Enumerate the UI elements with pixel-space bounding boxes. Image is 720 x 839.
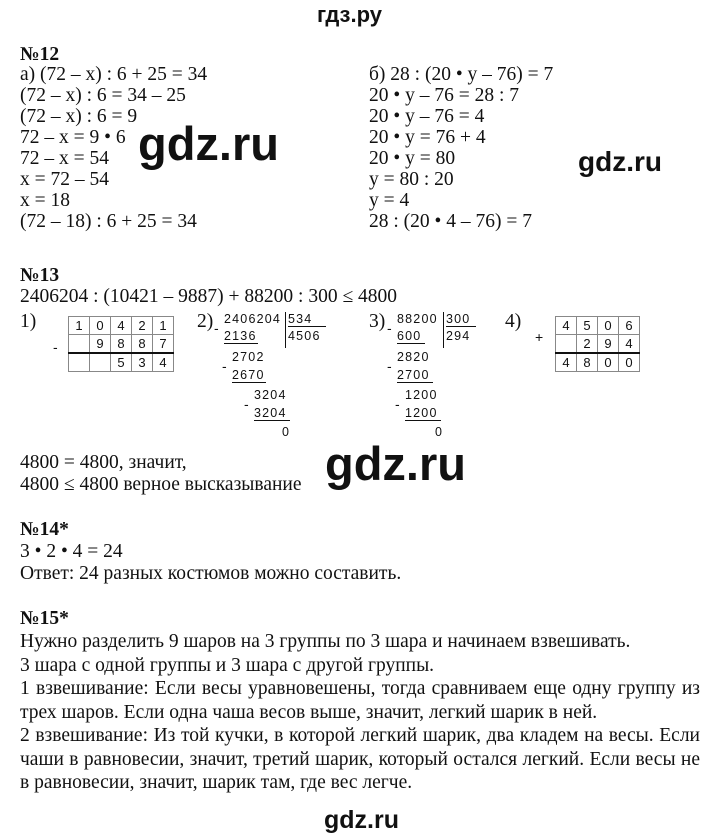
eq-line: а) (72 – x) : 6 + 25 = 34 xyxy=(20,64,208,85)
task-15-text xyxy=(20,630,700,795)
calc-4-label: 4) xyxy=(505,311,522,332)
digit-cell: 5 xyxy=(111,353,132,372)
eq-line: (72 – 18) : 6 + 25 = 34 xyxy=(20,211,197,232)
remainder: 1200 xyxy=(405,388,438,402)
task-14-title: №14* xyxy=(20,519,69,540)
eq-line: 28 : (20 • 4 – 76) = 7 xyxy=(369,211,532,232)
digit-cell: 1 xyxy=(69,317,90,335)
division-bar xyxy=(443,312,444,348)
task-12-part-b xyxy=(369,64,553,232)
digit-cell: 9 xyxy=(598,335,619,354)
eq-line: 20 • y – 76 = 28 : 7 xyxy=(369,85,519,106)
eq-line: y = 80 : 20 xyxy=(369,169,454,190)
digit-cell: 4 xyxy=(153,353,174,372)
paragraph: 3 шара с одной группы и 3 шара с другой группы. xyxy=(20,654,435,676)
task-13-expression: 2406204 : (10421 – 9887) + 88200 : 300 ≤ 4800 xyxy=(20,286,398,307)
site-header: гдз.ру xyxy=(317,2,382,27)
dividend: 2406204 xyxy=(224,312,282,326)
digit-cell: 6 xyxy=(619,317,640,335)
remainder: 2820 xyxy=(397,350,430,364)
digit-cell: 2 xyxy=(132,317,153,335)
paragraph: 1 взвешивание: Если весы уравновешены, тогда сравниваем еще одну группу из трех шаров. Если одна чаша весов выше, значит, легкий шарик в ней. xyxy=(20,678,700,723)
remainder: 0 xyxy=(282,425,291,439)
eq-line: б) 28 : (20 • y – 76) = 7 xyxy=(369,64,554,85)
divisor: 300 xyxy=(446,312,476,327)
calc-3-label: 3) xyxy=(369,311,386,332)
eq-line: 20 • y = 80 xyxy=(369,148,456,169)
quotient: 294 xyxy=(446,329,471,343)
watermark: gdz.ru xyxy=(138,117,279,170)
calc-1-label: 1) xyxy=(20,311,37,332)
conclusion-line: 4800 = 4800, значит, xyxy=(20,452,187,473)
long-division-2 xyxy=(214,312,364,442)
digit-cell: 5 xyxy=(577,317,598,335)
dividend: 88200 xyxy=(397,312,438,326)
paragraph: 2 взвешивание: Из той кучки, в которой легкий шарик, два кладем на весы. Если чаши в равновесии, значит, третий шарик, который остался легкий. Если весы не в равновесии, значит, шарик там, где вес легче. xyxy=(20,725,700,793)
quotient: 4506 xyxy=(288,329,321,343)
minus-sign: - xyxy=(395,396,400,412)
subtrahend: 2700 xyxy=(397,368,433,383)
plus-sign: + xyxy=(535,329,544,345)
eq-line: 72 – x = 9 • 6 xyxy=(20,127,126,148)
digit-cell: 0 xyxy=(598,353,619,372)
eq-line: x = 72 – 54 xyxy=(20,169,109,190)
subtraction-grid xyxy=(68,316,174,372)
conclusion-line: 4800 ≤ 4800 верное высказывание xyxy=(20,474,302,495)
task-12-title: №12 xyxy=(20,44,60,65)
digit-cell: 3 xyxy=(132,353,153,372)
digit-cell xyxy=(556,335,577,354)
division-bar xyxy=(285,312,286,348)
digit-cell: 2 xyxy=(577,335,598,354)
subtrahend: 600 xyxy=(397,329,425,344)
digit-cell xyxy=(69,335,90,354)
eq-line: y = 4 xyxy=(369,190,410,211)
calc-2-label: 2) xyxy=(197,311,214,332)
task-13-title: №13 xyxy=(20,265,60,286)
remainder: 0 xyxy=(435,425,444,439)
paragraph: Нужно разделить 9 шаров на 3 группы по 3 шара и начинаем взвешивать. xyxy=(20,631,631,652)
task-15-title: №15* xyxy=(20,608,69,629)
eq-line: 20 • y = 76 + 4 xyxy=(369,127,486,148)
subtrahend: 1200 xyxy=(405,406,441,421)
minus-sign: - xyxy=(222,358,227,374)
digit-cell: 8 xyxy=(111,335,132,354)
eq-line: 72 – x = 54 xyxy=(20,148,109,169)
minus-sign: - xyxy=(53,339,58,355)
subtrahend: 2670 xyxy=(232,368,265,382)
digit-cell: 0 xyxy=(598,317,619,335)
digit-cell: 0 xyxy=(90,317,111,335)
remainder: 2702 xyxy=(232,350,265,364)
digit-cell: 1 xyxy=(153,317,174,335)
digit-cell: 8 xyxy=(577,353,598,372)
digit-cell: 4 xyxy=(556,317,577,335)
digit-cell: 7 xyxy=(153,335,174,354)
minus-sign: - xyxy=(244,396,249,412)
eq-line: (72 – x) : 6 = 9 xyxy=(20,106,138,127)
digit-cell xyxy=(69,353,90,372)
minus-sign: - xyxy=(214,320,219,336)
divisor: 534 xyxy=(288,312,326,327)
subtrahend: 2136 xyxy=(224,329,257,343)
minus-sign: - xyxy=(387,320,392,336)
watermark: gdz.ru xyxy=(325,437,466,490)
long-division-3 xyxy=(387,312,497,442)
digit-cell: 0 xyxy=(619,353,640,372)
digit-cell: 9 xyxy=(90,335,111,354)
watermark: gdz.ru xyxy=(578,146,662,177)
remainder: 3204 xyxy=(254,388,287,402)
digit-cell xyxy=(90,353,111,372)
footer-watermark: gdz.ru xyxy=(324,806,399,834)
task-14-answer: Ответ: 24 разных костюмов можно составить. xyxy=(20,563,402,584)
eq-line: (72 – x) : 6 = 34 – 25 xyxy=(20,85,186,106)
digit-cell: 4 xyxy=(556,353,577,372)
digit-cell: 4 xyxy=(619,335,640,354)
digit-cell: 8 xyxy=(132,335,153,354)
minus-sign: - xyxy=(387,358,392,374)
eq-line: x = 18 xyxy=(20,190,70,211)
subtrahend: 3204 xyxy=(254,406,290,421)
addition-grid xyxy=(555,316,640,372)
eq-line: 20 • y – 76 = 4 xyxy=(369,106,485,127)
digit-cell: 4 xyxy=(111,317,132,335)
task-14-calc: 3 • 2 • 4 = 24 xyxy=(20,541,123,562)
